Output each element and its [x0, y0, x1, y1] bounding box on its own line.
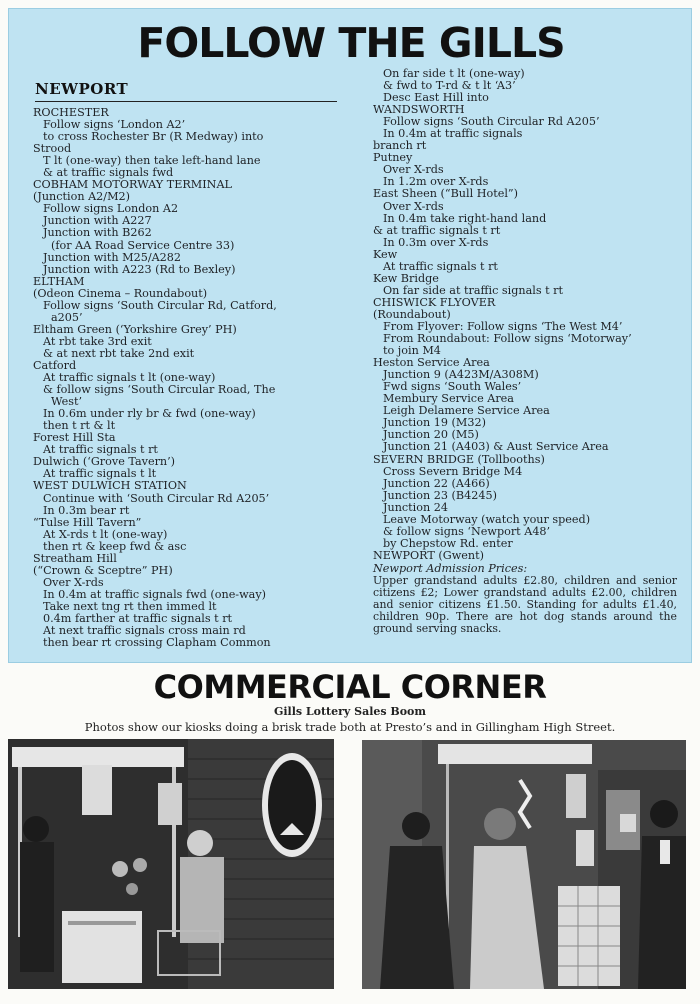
route-line: Dulwich (‘Grove Tavern’) [33, 455, 176, 469]
route-line: Streatham Hill [33, 551, 117, 565]
route-line: then bear rt crossing Clapham Common [43, 636, 271, 650]
section-title: COMMERCIAL CORNER [153, 668, 547, 706]
route-line: Junction 22 (A466) [383, 476, 490, 490]
route-line: COBHAM MOTORWAY TERMINAL [33, 178, 232, 192]
route-line: ELTHAM [33, 274, 85, 288]
route-line: “Tulse Hill Tavern” [33, 515, 142, 529]
route-line: 0.4m farther at traffic signals t rt [43, 611, 233, 625]
route-line: Follow signs ‘South Circular Rd A205’ [383, 115, 600, 129]
route-line: Leave Motorway (watch your speed) [383, 512, 591, 526]
route-line: At traffic signals t lt [43, 467, 157, 481]
route-line: ROCHESTER [33, 106, 109, 119]
route-line: (Roundabout) [373, 307, 451, 321]
page-title: FOLLOW THE GILLS [137, 19, 565, 67]
route-line: & at next rbt take 2nd exit [43, 346, 195, 360]
route-line: SEVERN BRIDGE (Tollbooths) [373, 452, 545, 466]
route-line: NEWPORT (Gwent) [373, 548, 484, 562]
route-line: Cross Severn Bridge M4 [383, 464, 523, 478]
route-line: From Roundabout: Follow signs ‘Motorway’ [383, 332, 632, 346]
route-line: & at traffic signals t rt [373, 223, 501, 237]
kiosk-photo-prestos-image [8, 739, 334, 989]
route-line: In 0.4m take right-hand land [383, 211, 547, 225]
prices-text: Upper grandstand adults £2.80, children and senior citizens £2; Lower grandstand adults £2.00, children and senior citizens £1.50. Standing for adults £1.40, children 90p. There are hot dog stands around the ground serving snacks. [373, 573, 677, 635]
route-line: Take next tng rt then immed lt [43, 599, 217, 613]
route-line: a205’ [51, 310, 83, 324]
route-line: On far side at traffic signals t rt [383, 283, 564, 297]
route-line: then t rt & lt [43, 419, 116, 433]
photo-caption: Photos show our kiosks doing a brisk trade both at Presto’s and in Gillingham High Street. [84, 720, 616, 734]
route-line: Membury Service Area [383, 392, 514, 406]
route-line: Junction 21 (A403) & Aust Service Area [383, 440, 609, 454]
route-line: Leigh Delamere Service Area [383, 404, 550, 418]
route-line: Junction with M25/A282 [43, 250, 182, 264]
route-line: East Sheen (“Bull Hotel”) [373, 187, 518, 201]
route-heading: NEWPORT [35, 80, 337, 102]
kiosk-photo-prestos [8, 739, 334, 989]
route-line: WANDSWORTH [373, 103, 465, 117]
route-line: by Chepstow Rd. enter [383, 536, 513, 550]
route-line: At traffic signals t lt (one-way) [43, 371, 216, 385]
route-line: In 0.3m bear rt [43, 503, 130, 517]
route-line: Junction 19 (M32) [383, 416, 486, 430]
route-line: Junction 23 (B4245) [383, 488, 497, 502]
route-line: Continue with ‘South Circular Rd A205’ [43, 491, 270, 505]
route-line: Fwd signs ‘South Wales’ [383, 380, 522, 394]
route-line: to join M4 [383, 344, 441, 358]
route-line: At X-rds t lt (one-way) [43, 527, 168, 541]
route-line: & follow signs ‘South Circular Road, The [43, 383, 276, 397]
route-line: WEST DULWICH STATION [33, 479, 187, 493]
route-line: Eltham Green (‘Yorkshire Grey’ PH) [33, 322, 237, 336]
route-line: At rbt take 3rd exit [43, 334, 152, 348]
route-line: & fwd to T-rd & t lt ‘A3’ [383, 79, 516, 93]
route-line: Junction with B262 [43, 226, 152, 240]
route-line: Desc East Hill into [383, 91, 489, 105]
route-column-left [33, 107, 343, 649]
route-line: Catford [33, 358, 77, 372]
route-line: Junction 20 (M5) [383, 428, 479, 442]
route-line: T lt (one-way) then take left-hand lane [43, 154, 261, 168]
route-line: & at traffic signals fwd [43, 166, 174, 180]
route-line: (“Crown & Sceptre” PH) [33, 563, 173, 577]
route-line: (Junction A2/M2) [33, 190, 131, 204]
route-line: Over X-rds [383, 163, 444, 177]
route-line: Follow signs London A2 [43, 202, 179, 216]
route-line: Follow signs ‘London A2’ [43, 118, 186, 132]
route-line: In 1.2m over X-rds [383, 175, 489, 189]
route-line: At next traffic signals cross main rd [43, 624, 246, 638]
route-line: then rt & keep fwd & asc [43, 539, 187, 553]
route-line: West’ [51, 395, 82, 409]
route-line: In 0.4m at traffic signals [383, 127, 523, 141]
kiosk-photo-high-street [362, 740, 686, 989]
route-line: Junction 9 (A423M/A308M) [383, 368, 539, 382]
route-line: Kew [373, 247, 398, 261]
route-line: Follow signs ‘South Circular Rd, Catford, [43, 298, 277, 312]
route-line: At traffic signals t rt [383, 259, 498, 273]
route-line: branch rt [373, 139, 427, 153]
route-line: Over X-rds [43, 575, 104, 589]
prices-title: Newport Admission Prices: [373, 561, 528, 575]
route-line: Junction with A227 [43, 214, 152, 228]
route-panel [8, 8, 692, 663]
route-line: & follow signs ‘Newport A48’ [383, 524, 551, 538]
route-line: Kew Bridge [373, 271, 439, 285]
route-line: At traffic signals t rt [43, 443, 158, 457]
route-line: In 0.6m under rly br & fwd (one-way) [43, 407, 256, 421]
route-line: Strood [33, 142, 72, 156]
route-line: In 0.3m over X-rds [383, 235, 489, 249]
route-line: In 0.4m at traffic signals fwd (one-way) [43, 587, 267, 601]
route-line: to cross Rochester Br (R Medway) into [43, 130, 264, 144]
kiosk-photo-high-street-image [362, 740, 686, 989]
section-subheading: Gills Lottery Sales Boom [273, 705, 427, 718]
route-line: Putney [373, 151, 413, 165]
route-line: Over X-rds [383, 199, 444, 213]
route-column-right [373, 68, 685, 635]
route-line: Junction 24 [383, 500, 448, 514]
route-line: Junction with A223 (Rd to Bexley) [43, 262, 236, 276]
route-line: CHISWICK FLYOVER [373, 295, 496, 309]
route-line: (for AA Road Service Centre 33) [51, 238, 235, 252]
route-line: (Odeon Cinema – Roundabout) [33, 286, 208, 300]
route-line: Forest Hill Sta [33, 431, 116, 445]
route-line: On far side t lt (one-way) [383, 67, 525, 80]
route-line: Heston Service Area [373, 356, 490, 370]
route-line: From Flyover: Follow signs ‘The West M4’ [383, 319, 623, 333]
